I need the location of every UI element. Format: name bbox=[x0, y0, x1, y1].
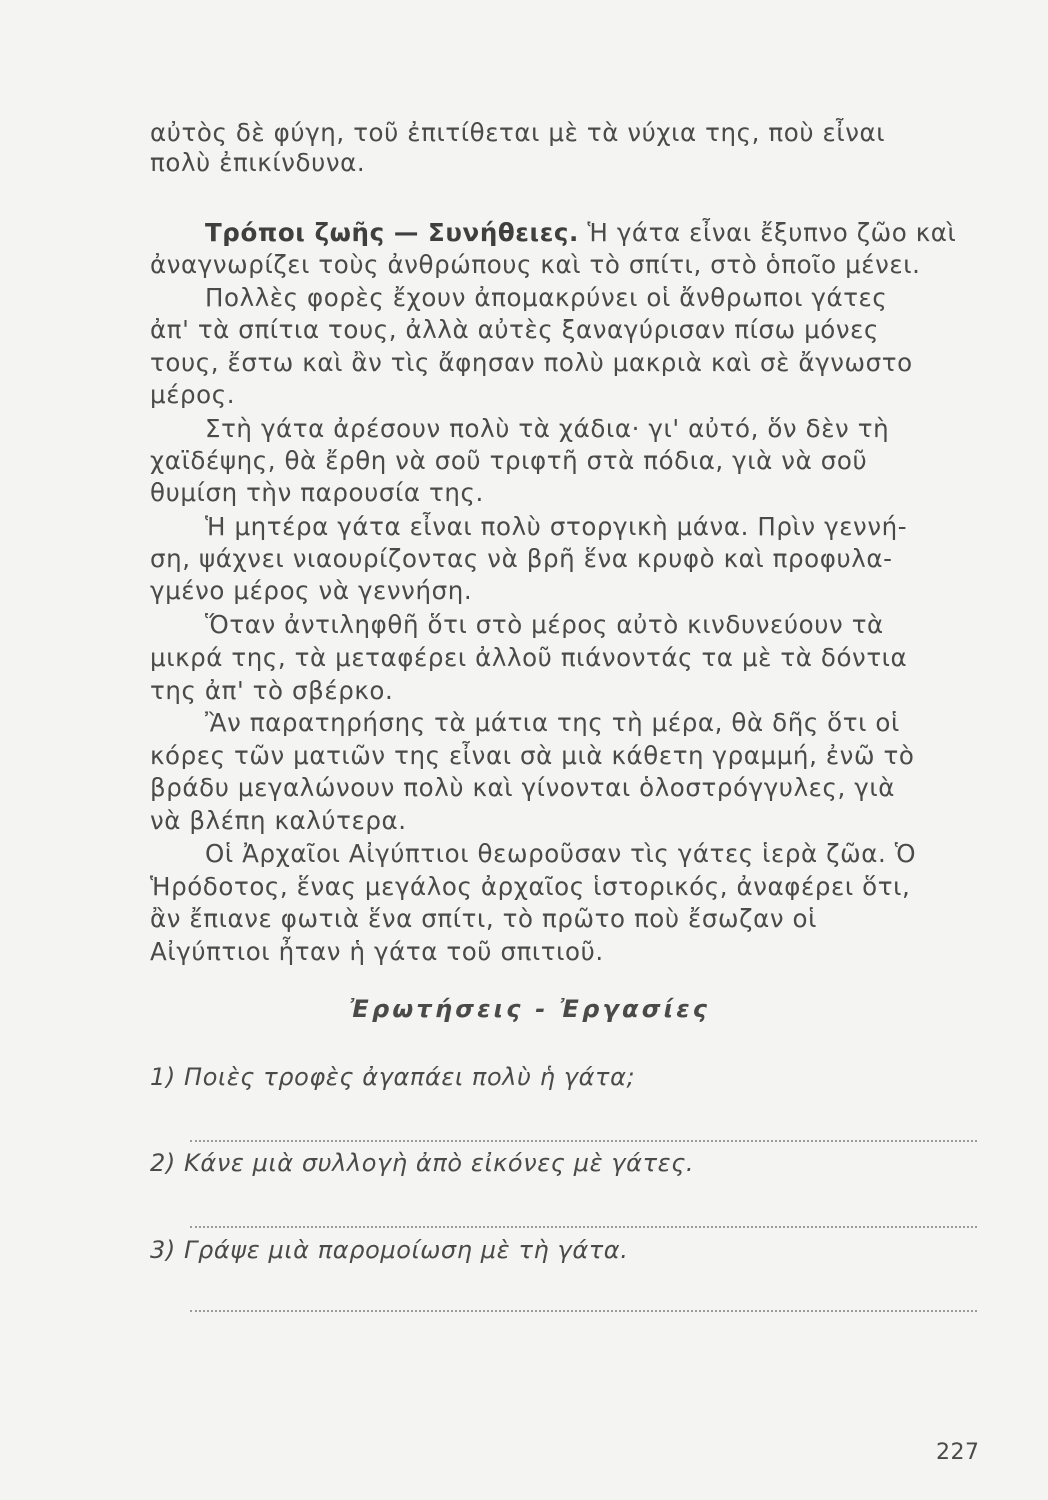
text-line: Οἱ Ἀρχαῖοι Αἰγύπτιοι θεωροῦσαν τὶς γάτες ἱερὰ ζῶα. Ὁ bbox=[205, 839, 917, 868]
text-line: ση, ψάχνει νιαουρίζοντας νὰ βρῆ ἕνα κρυφὸ καὶ προφυλα- bbox=[150, 544, 893, 573]
text-line: βράδυ μεγαλώνουν πολὺ καὶ γίνονται ὁλοστρόγγυλες, γιὰ bbox=[150, 773, 896, 802]
text-line: θυμίση τὴν παρουσία της. bbox=[150, 478, 484, 507]
question-3: 3) Γράψε μιὰ παρομοίωση μὲ τὴ γάτα. bbox=[150, 1236, 629, 1264]
section-heading: Τρόποι ζωῆς — Συνήθειες. bbox=[205, 218, 579, 247]
text-line: Στὴ γάτα ἀρέσουν πολὺ τὰ χάδια· γι' αὐτό, ὅν δὲν τὴ bbox=[205, 414, 890, 443]
text-line bbox=[205, 218, 956, 248]
answer-line-1[interactable] bbox=[190, 1140, 977, 1142]
text-line: αὐτὸς δὲ φύγη, τοῦ ἐπιτίθεται μὲ τὰ νύχια της, ποὺ εἶναι bbox=[150, 118, 886, 147]
text-line: γμένο μέρος νὰ γεννήση. bbox=[150, 576, 473, 605]
text-line: μέρος. bbox=[150, 380, 236, 409]
text-line: κόρες τῶν ματιῶν της εἶναι σὰ μιὰ κάθετη γραμμή, ἐνῶ τὸ bbox=[150, 741, 915, 770]
text-span: Ἡ γάτα εἶναι ἔξυπνο ζῶο καὶ bbox=[578, 218, 957, 247]
text-line: Ἡ μητέρα γάτα εἶναι πολὺ στοργικὴ μάνα. Πρὶν γεννή- bbox=[205, 512, 908, 541]
text-line: μικρά της, τὰ μεταφέρει ἀλλοῦ πιάνοντάς τα μὲ τὰ δόντια bbox=[150, 643, 908, 672]
text-line: ἀναγνωρίζει τοὺς ἀνθρώπους καὶ τὸ σπίτι, στὸ ὁποῖο μένει. bbox=[150, 250, 921, 279]
text-line: χαϊδέψης, θὰ ἔρθη νὰ σοῦ τριφτῆ στὰ πόδια, γιὰ νὰ σοῦ bbox=[150, 446, 868, 475]
text-line: Πολλὲς φορὲς ἔχουν ἀπομακρύνει οἱ ἄνθρωποι γάτες bbox=[205, 283, 888, 312]
exercises-title: Ἐρωτήσεις - Ἐργασίες bbox=[349, 995, 711, 1023]
text-line: πολὺ ἐπικίνδυνα. bbox=[150, 148, 366, 177]
answer-line-2[interactable] bbox=[190, 1226, 977, 1228]
question-2: 2) Κάνε μιὰ συλλογὴ ἀπὸ εἰκόνες μὲ γάτες. bbox=[150, 1149, 695, 1177]
text-line: ἂν ἔπιανε φωτιὰ ἕνα σπίτι, τὸ πρῶτο ποὺ ἔσωζαν οἱ bbox=[150, 904, 817, 933]
text-line: Αἰγύπτιοι ἦταν ἡ γάτα τοῦ σπιτιοῦ. bbox=[150, 937, 604, 966]
page-number: 227 bbox=[936, 1440, 980, 1465]
text-line: νὰ βλέπη καλύτερα. bbox=[150, 806, 407, 835]
question-1: 1) Ποιὲς τροφὲς ἀγαπάει πολὺ ἡ γάτα; bbox=[150, 1063, 636, 1091]
text-line: της ἀπ' τὸ σβέρκο. bbox=[150, 676, 394, 705]
text-line: ἀπ' τὰ σπίτια τους, ἀλλὰ αὐτὲς ξαναγύρισαν πίσω μόνες bbox=[150, 315, 879, 344]
text-line: Ὅταν ἀντιληφθῆ ὅτι στὸ μέρος αὐτὸ κινδυνεύουν τὰ bbox=[205, 610, 884, 639]
text-line: Ἂν παρατηρήσης τὰ μάτια της τὴ μέρα, θὰ δῆς ὅτι οἱ bbox=[205, 708, 900, 737]
answer-line-3[interactable] bbox=[190, 1310, 977, 1312]
text-line: τους, ἔστω καὶ ἂν τὶς ἄφησαν πολὺ μακριὰ καὶ σὲ ἄγνωστο bbox=[150, 348, 913, 377]
text-line: Ἡρόδοτος, ἕνας μεγάλος ἀρχαῖος ἱστορικός, ἀναφέρει ὅτι, bbox=[150, 872, 911, 901]
